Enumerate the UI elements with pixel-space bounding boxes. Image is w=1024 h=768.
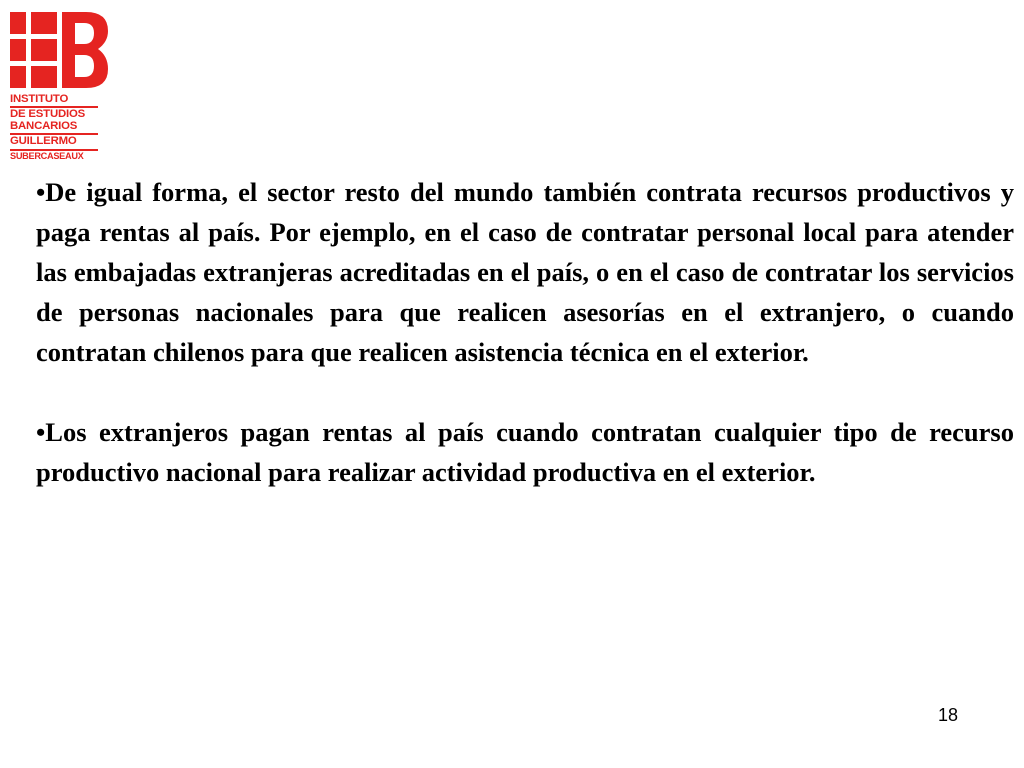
institute-logo: [10, 12, 110, 161]
bullet-paragraph: •Los extranjeros pagan rentas al país cuando contratan cualquier tipo de recurso productivo nacional para realizar actividad productiva en el exterior.: [36, 417, 1014, 487]
logo-line-2: DE ESTUDIOS: [10, 108, 86, 121]
logo-line-4: GUILLERMO: [10, 135, 77, 148]
ieb-logo-mark-icon: [10, 12, 108, 88]
logo-line-3: BANCARIOS: [10, 119, 78, 132]
slide-body: [36, 172, 1014, 492]
bullet-paragraph: •De igual forma, el sector resto del mundo también contrata recursos productivos y paga rentas al país. Por ejemplo, en el caso de contratar personal local para atender las embajadas extranjeras acreditadas en el país, o en el caso de contratar los servicios de personas nacionales para que realicen asesorías en el extranjero, o cuando contratan chilenos para que realicen asistencia técnica en el exterior.: [36, 177, 1014, 367]
page-number: 18: [938, 705, 959, 725]
logo-line-5: SUBERCASEAUX: [10, 150, 84, 161]
logo-line-1: INSTITUTO: [10, 93, 69, 105]
institute-name: [10, 94, 100, 161]
